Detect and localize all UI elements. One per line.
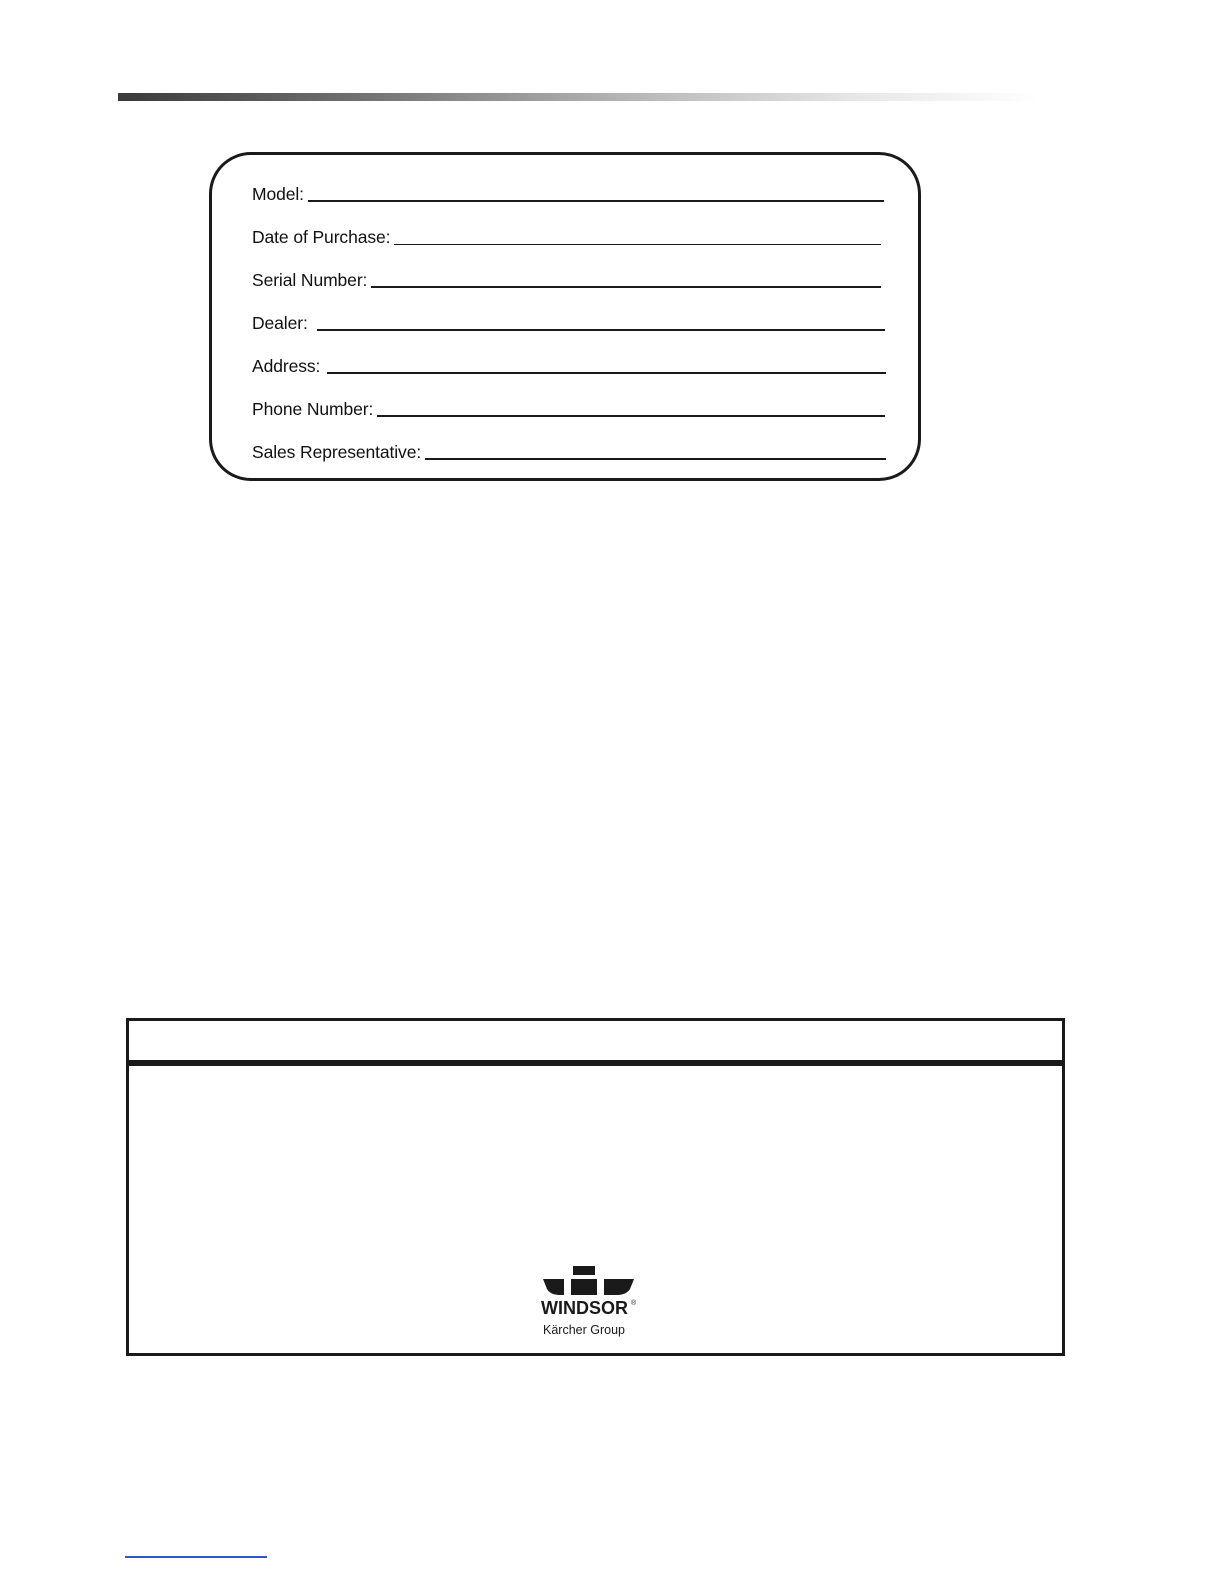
field-model[interactable] (252, 174, 884, 204)
field-date-of-purchase[interactable] (252, 217, 881, 247)
notice-box (126, 1018, 1065, 1356)
logo-registered-mark: ® (631, 1300, 637, 1307)
field-line-date-of-purchase[interactable] (394, 244, 881, 245)
field-label-serial-number: Serial Number: (252, 270, 368, 290)
field-line-sales-representative[interactable] (425, 458, 886, 460)
product-registration-card (209, 152, 921, 481)
field-label-phone-number: Phone Number: (252, 399, 374, 419)
field-serial-number[interactable] (252, 260, 881, 290)
windsor-logo (539, 1264, 639, 1340)
field-label-sales-representative: Sales Representative: (252, 442, 422, 462)
field-label-dealer: Dealer: (252, 313, 308, 333)
notice-header-bar (129, 1060, 1062, 1066)
field-phone-number[interactable] (252, 389, 885, 419)
windsor-logo-mark-icon (539, 1264, 639, 1340)
field-address[interactable] (252, 346, 886, 376)
field-line-phone-number[interactable] (377, 415, 885, 417)
logo-tagline: Kärcher Group (543, 1323, 625, 1337)
field-label-date-of-purchase: Date of Purchase: (252, 227, 391, 247)
header-gradient-rule (118, 93, 1038, 101)
logo-brand: WINDSOR (541, 1298, 628, 1318)
field-line-model[interactable] (308, 200, 884, 202)
field-dealer[interactable] (252, 303, 885, 333)
field-line-serial-number[interactable] (371, 286, 881, 288)
footer-link-underline[interactable] (125, 1556, 267, 1558)
field-sales-representative[interactable] (252, 432, 886, 462)
field-label-address: Address: (252, 356, 321, 376)
field-line-dealer[interactable] (317, 329, 885, 331)
field-label-model: Model: (252, 184, 304, 204)
field-line-address[interactable] (327, 372, 886, 374)
